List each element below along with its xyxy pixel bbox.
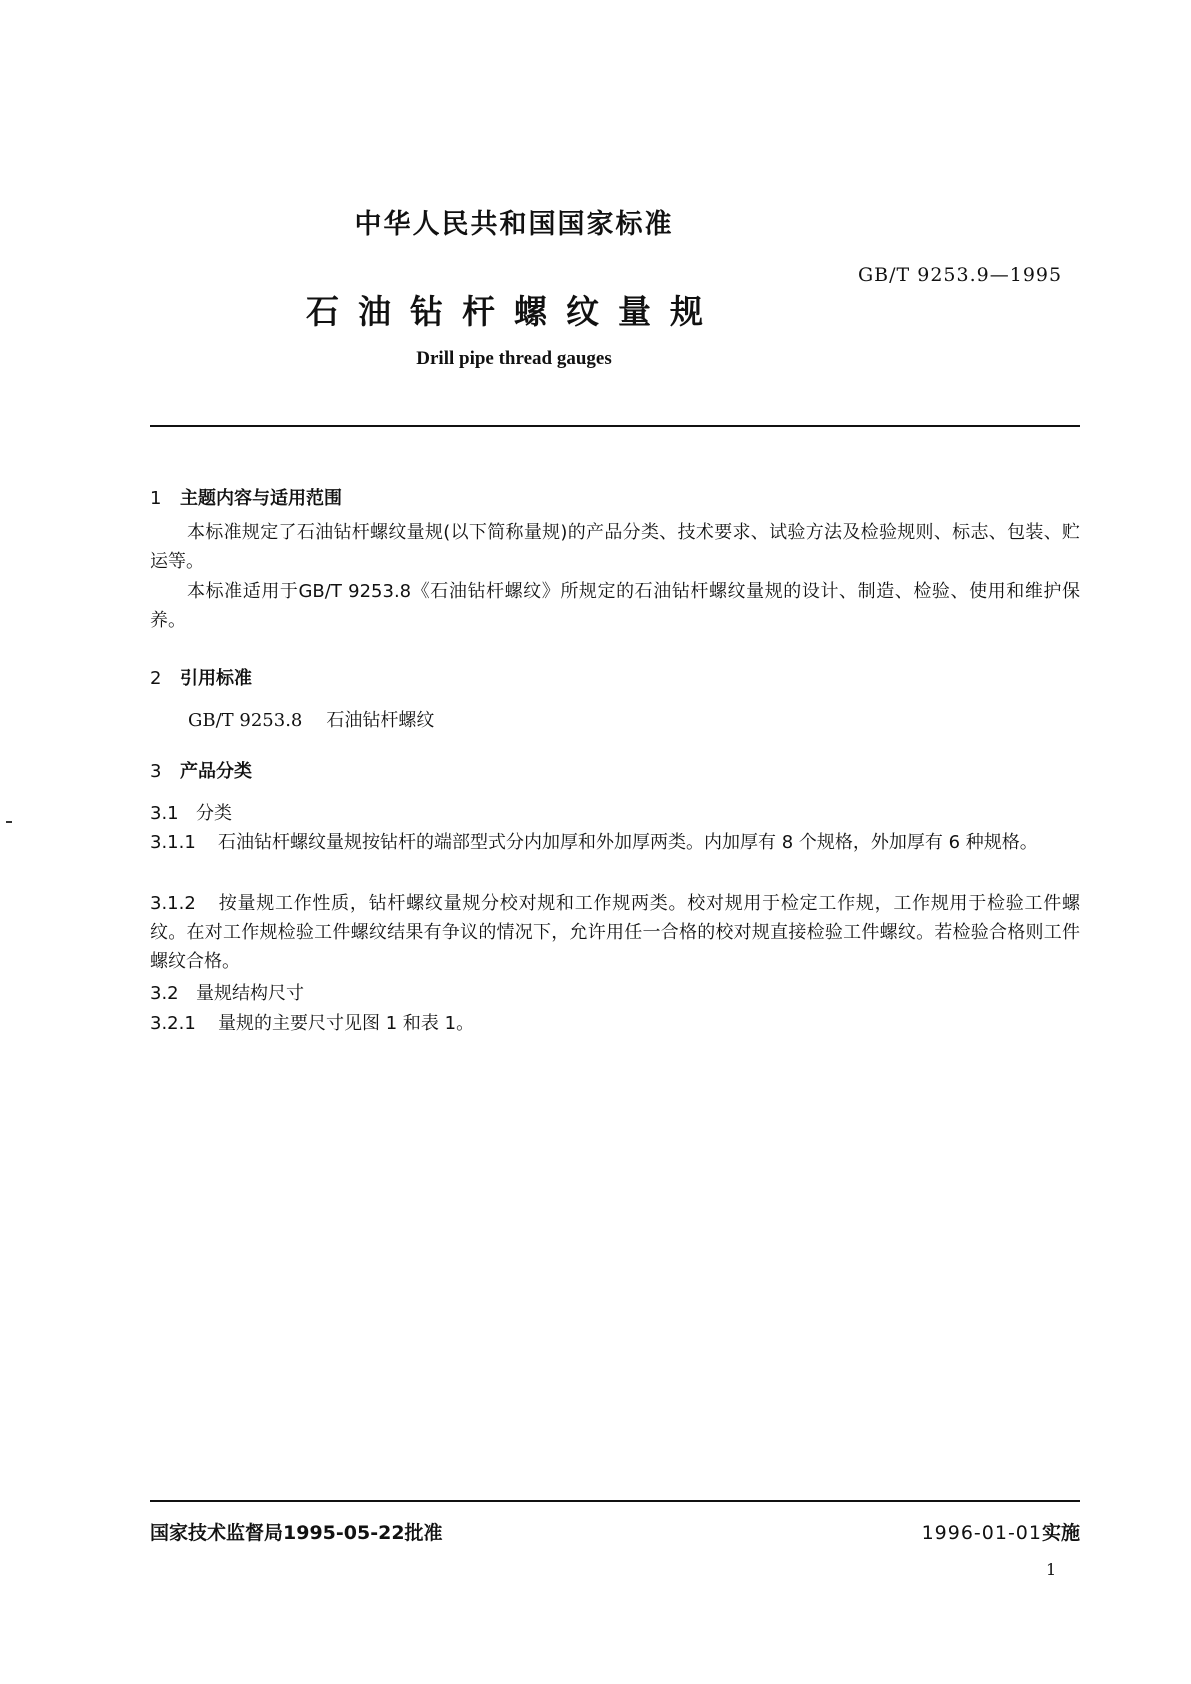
section-3-heading <box>150 757 252 783</box>
normative-reference <box>188 706 434 735</box>
clause-3-1-number: 3.1 <box>150 803 179 824</box>
effective-statement <box>922 1518 1080 1545</box>
clause-3-1-1 <box>150 828 1080 857</box>
clause-3-2-1-text: 量规的主要尺寸见图 1 和表 1。 <box>218 1013 475 1034</box>
scan-speck <box>6 821 12 823</box>
clause-3-2-1 <box>150 1009 474 1038</box>
standard-number: GB/T 9253.9—1995 <box>858 264 1063 286</box>
page-number: 1 <box>1046 1560 1057 1579</box>
reference-code: GB/T 9253.8 <box>188 710 303 731</box>
document-title-cn: 石油钻杆螺纹量规 <box>306 292 722 331</box>
clause-3-2 <box>150 979 304 1008</box>
section-2-title: 引用标准 <box>180 668 252 689</box>
clause-3-1-2-text: 按量规工作性质，钻杆螺纹量规分校对规和工作规两类。校对规用于检定工作规，工作规用于检验工件螺纹。在对工作规检验工件螺纹结果有争议的情况下，允许用任一合格的校对规直接检验工件螺纹。若检验合格则工件螺纹合格。 <box>150 893 1080 972</box>
section-1-paragraph-2: 本标准适用于GB/T 9253.8《石油钻杆螺纹》所规定的石油钻杆螺纹量规的设计、制造、检验、使用和维护保养。 <box>150 581 1080 631</box>
section-3-number: 3 <box>150 761 162 782</box>
clause-3-1-2-number: 3.1.2 <box>150 893 196 914</box>
clause-3-2-number: 3.2 <box>150 983 179 1004</box>
reference-title: 石油钻杆螺纹 <box>326 710 435 731</box>
footer-divider <box>150 1500 1080 1502</box>
section-3-title: 产品分类 <box>180 761 252 782</box>
clause-3-1 <box>150 799 232 828</box>
clause-3-1-1-text: 石油钻杆螺纹量规按钻杆的端部型式分内加厚和外加厚两类。内加厚有 8 个规格，外加厚有 6 种规格。 <box>218 832 1038 853</box>
header-divider <box>150 425 1080 427</box>
document-title-en: Drill pipe thread gauges <box>416 348 612 369</box>
section-1-paragraph-1: 本标准规定了石油钻杆螺纹量规(以下简称量规)的产品分类、技术要求、试验方法及检验规则、标志、包装、贮运等。 <box>150 522 1080 572</box>
section-1-heading <box>150 484 342 510</box>
approval-statement: 国家技术监督局1995-05-22批准 <box>150 1522 443 1544</box>
section-2-heading <box>150 664 252 690</box>
clause-3-1-title: 分类 <box>196 803 232 824</box>
section-2-number: 2 <box>150 668 162 689</box>
effective-label: 实施 <box>1041 1522 1080 1544</box>
section-1-number: 1 <box>150 488 162 509</box>
effective-date: 1996-01-01 <box>921 1522 1042 1544</box>
clause-3-1-2 <box>150 889 1080 976</box>
clause-3-2-1-number: 3.2.1 <box>150 1013 196 1034</box>
section-1-title: 主题内容与适用范围 <box>180 488 342 509</box>
clause-3-2-title: 量规结构尺寸 <box>196 983 304 1004</box>
clause-3-1-1-number: 3.1.1 <box>150 832 196 853</box>
national-standard-heading: 中华人民共和国国家标准 <box>354 209 674 240</box>
